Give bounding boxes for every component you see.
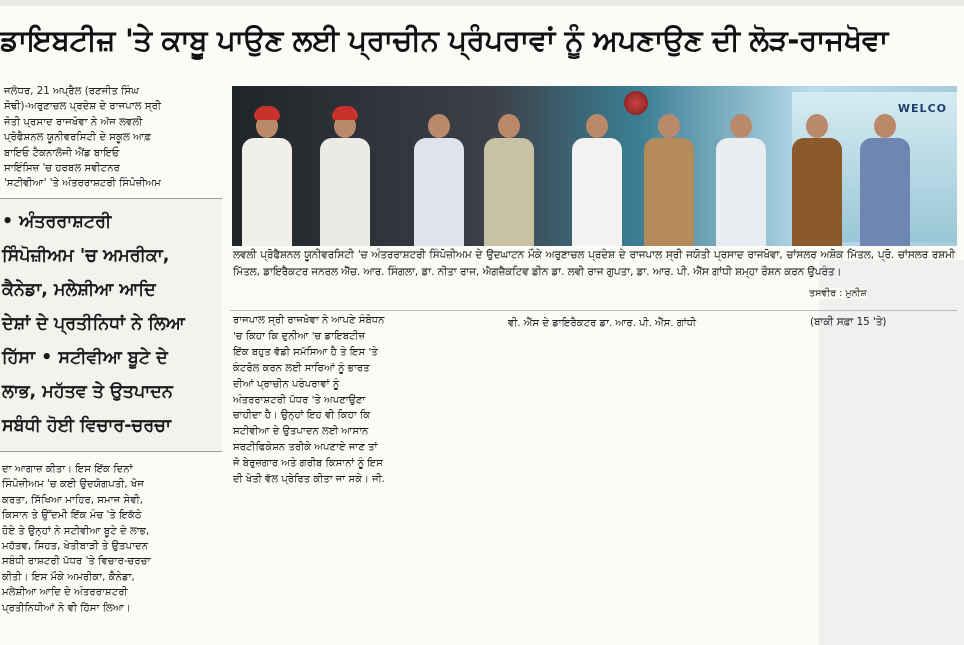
person-figure	[238, 96, 296, 246]
photo-credit: ਤਸਵੀਰ : ਮੁਨੀਸ਼	[805, 288, 867, 299]
divider	[230, 310, 957, 311]
photo-caption: ਲਵਲੀ ਪ੍ਰੋਫੈਸ਼ਨਲ ਯੂਨੀਵਰਸਿਟੀ 'ਚ ਅੰਤਰਰਾਸ਼ਟਰੀ ਸਿੰਪੋਜ਼ੀਅਮ ਦੇ ਉਦਘਾਟਨ ਮੌਕੇ ਅਰੁਣਾਚਲ ਪ੍ਰਦੇਸ਼ ਦੇ ਰਾਜਪਾਲ ਸ੍ਰੀ ਜਯੋਤੀ ਪ੍ਰਸਾਦ ਰਾਜਖੋਵਾ, ਚਾਂਸਲਰ ਅਸ਼ੋਕ ਮਿੱਤਲ, ਪ੍ਰੋ. ਚਾਂਸਲਰ ਰਸ਼ਮੀ ਮਿੱਤਲ, ਡਾਇਰੈਕਟਰ ਜਨਰਲ ਐੱਚ. ਆਰ. ਸਿੰਗਲਾ, ਡਾ. ਨੀਤਾ ਰਾਜ, ਐਗਜ਼ੈਕਟਿਵ ਡੀਨ ਡਾ. ਲਵੀ ਰਾਜ ਗੁਪਤਾ, ਡਾ. ਆਰ. ਪੀ. ਐੱਸ ਗਾਂਧੀ ਸ਼ਮ੍ਹਾ ਰੌਸ਼ਨ ਕਰਨ ਉਪਰੰਤ।	[233, 249, 955, 278]
person-figure	[788, 96, 846, 246]
left-column	[0, 84, 228, 192]
person-figure	[640, 96, 698, 246]
banner-text: WELCO	[897, 102, 947, 115]
person-figure	[480, 96, 538, 246]
person-figure	[316, 96, 374, 246]
dateline-paragraph: ਜਲੰਧਰ, 21 ਅਪ੍ਰੈਲ (ਰਣਜੀਤ ਸਿੰਘ ਸੋਢੀ)-ਅਰੁਣਾਚਲ ਪ੍ਰਦੇਸ਼ ਦੇ ਰਾਜਪਾਲ ਸ੍ਰੀ ਜੋਤੀ ਪ੍ਰਸਾਦ ਰਾਜਖੋਵਾ ਨੇ ਅੱਜ ਲਵਲੀ ਪ੍ਰੋਫੈਸ਼ਨਲ ਯੂਨੀਵਰਸਿਟੀ ਦੇ ਸਕੂਲ ਆਫ਼ ਬਾਇਓ ਟੈਕਨਾਲੋਜੀ ਐਂਡ ਬਾਇਓ ਸਾਇੰਸਿਜ਼ 'ਚ ਹਰਬਲ ਸਵੀਟਨਰ 'ਸਟੀਵੀਆ' 'ਤੇ ਅੰਤਰਰਾਸ਼ਟਰੀ ਸਿੰਪੋਜ਼ੀਅਮ	[4, 86, 162, 190]
person-figure	[568, 96, 626, 246]
middle-column: ਰਾਜਪਾਲ ਸ੍ਰੀ ਰਾਜਖੋਵਾ ਨੇ ਆਪਣੇ ਸੰਬੋਧਨ 'ਚ ਕਿਹਾ ਕਿ ਦੁਨੀਆ 'ਚ ਡਾਇਬਟੀਜ਼ ਇੱਕ ਬਹੁਤ ਵੱਡੀ ਸਮੱਸਿਆ ਹੈ ਤੇ ਇਸ 'ਤੇ ਕੰਟਰੋਲ ਕਰਨ ਲਈ ਸਾਰਿਆਂ ਨੂੰ ਭਾਰਤ ਦੀਆਂ ਪ੍ਰਾਚੀਨ ਪਰੰਪਰਾਵਾਂ ਨੂੰ ਅੰਤਰਰਾਸ਼ਟਰੀ ਪੱਧਰ 'ਤੇ ਅਪਣਾਉਣਾ ਚਾਹੀਦਾ ਹੈ। ਉਨ੍ਹਾਂ ਇਹ ਵੀ ਕਿਹਾ ਕਿ ਸਟੀਵੀਆ ਦੇ ਉਤਪਾਦਨ ਲਈ ਆਸਾਨ ਸਰਟੀਫਿਕੇਸ਼ਨ ਤਰੀਕੇ ਅਪਣਾਏ ਜਾਣ ਤਾਂ ਜੋ ਬੇਰੁਜ਼ਗਾਰ ਅਤੇ ਗਰੀਬ ਕਿਸਾਨਾਂ ਨੂੰ ਇਸ ਦੀ ਖੇਤੀ ਵੱਲ ਪ੍ਰੇਰਿਤ ਕੀਤਾ ਜਾ ਸਕੇ। ਜੀ.	[233, 315, 385, 486]
left-bottom-paragraph: ਦਾ ਆਗਾਜ਼ ਕੀਤਾ। ਇਸ ਇੱਕ ਦਿਨਾਂ ਸਿੰਪੋਜ਼ੀਅਮ 'ਚ ਕਈ ਉਦਯੋਗਪਤੀ, ਖੋਜ ਕਰਤਾ, ਸਿੱਖਿਆ ਮਾਹਿਰ, ਸਮਾਜ ਸੇਵੀ, ਕਿਸਾਨ ਤੇ ਉੱਦਮੀ ਇੱਕ ਮੰਚ 'ਤੇ ਇਕੱਠੇ ਹੋਏ ਤੇ ਉਨ੍ਹਾਂ ਨੇ ਸਟੀਵੀਆ ਬੂਟੇ ਦੇ ਲਾਭ, ਮਹੱਤਵ, ਸਿਹਤ, ਖੇਤੀਬਾੜੀ ਤੇ ਉਤਪਾਦਨ ਸਬੰਧੀ ਰਾਸ਼ਟਰੀ ਪੱਧਰ 'ਤੇ ਵਿਚਾਰ-ਚਰਚਾ ਕੀਤੀ। ਇਸ ਮੌਕੇ ਅਮਰੀਕਾ, ਕੈਨੇਡਾ, ਮਲੇਸ਼ੀਆ ਆਦਿ ਦੇ ਅੰਤਰਰਾਸ਼ਟਰੀ ਪ੍ਰਤੀਨਿਧੀਆਂ ਨੇ ਵੀ ਹਿੱਸਾ ਲਿਆ।	[2, 464, 151, 614]
continued-note: (ਬਾਕੀ ਸਫ਼ਾ 15 'ਤੇ)	[810, 316, 887, 328]
scan-edge	[0, 0, 964, 6]
person-figure	[712, 96, 770, 246]
highlight-box	[0, 198, 222, 452]
person-figure	[856, 96, 914, 246]
highlight-text: • ਅੰਤਰਰਾਸ਼ਟਰੀ ਸਿੰਪੋਜ਼ੀਅਮ 'ਚ ਅਮਰੀਕਾ, ਕੈਨੇਡਾ, ਮਲੇਸ਼ੀਆ ਆਦਿ ਦੇਸ਼ਾਂ ਦੇ ਪ੍ਰਤੀਨਿਧਾਂ ਨੇ ਲਿਆ ਹਿੱਸਾ • ਸਟੀਵੀਆ ਬੂਟੇ ਦੇ ਲਾਭ, ਮਹੱਤਵ ਤੇ ਉਤਪਾਦਨ ਸਬੰਧੀ ਹੋਈ ਵਿਚਾਰ-ਚਰਚਾ	[2, 212, 185, 436]
headline: ਡਾਇਬਟੀਜ਼ 'ਤੇ ਕਾਬੂ ਪਾਉਣ ਲਈ ਪ੍ਰਾਚੀਨ ਪ੍ਰੰਪਰਾਵਾਂ ਨੂੰ ਅਪਣਾਉਣ ਦੀ ਲੋੜ-ਰਾਜਖੋਵਾ	[0, 23, 888, 57]
event-photo	[232, 86, 957, 246]
right-column: ਵੀ. ਐੱਸ ਦੇ ਡਾਇਰੈਕਟਰ ਡਾ. ਆਰ. ਪੀ. ਐੱਸ. ਗਾਂਧੀ	[508, 318, 697, 329]
person-figure	[410, 96, 468, 246]
